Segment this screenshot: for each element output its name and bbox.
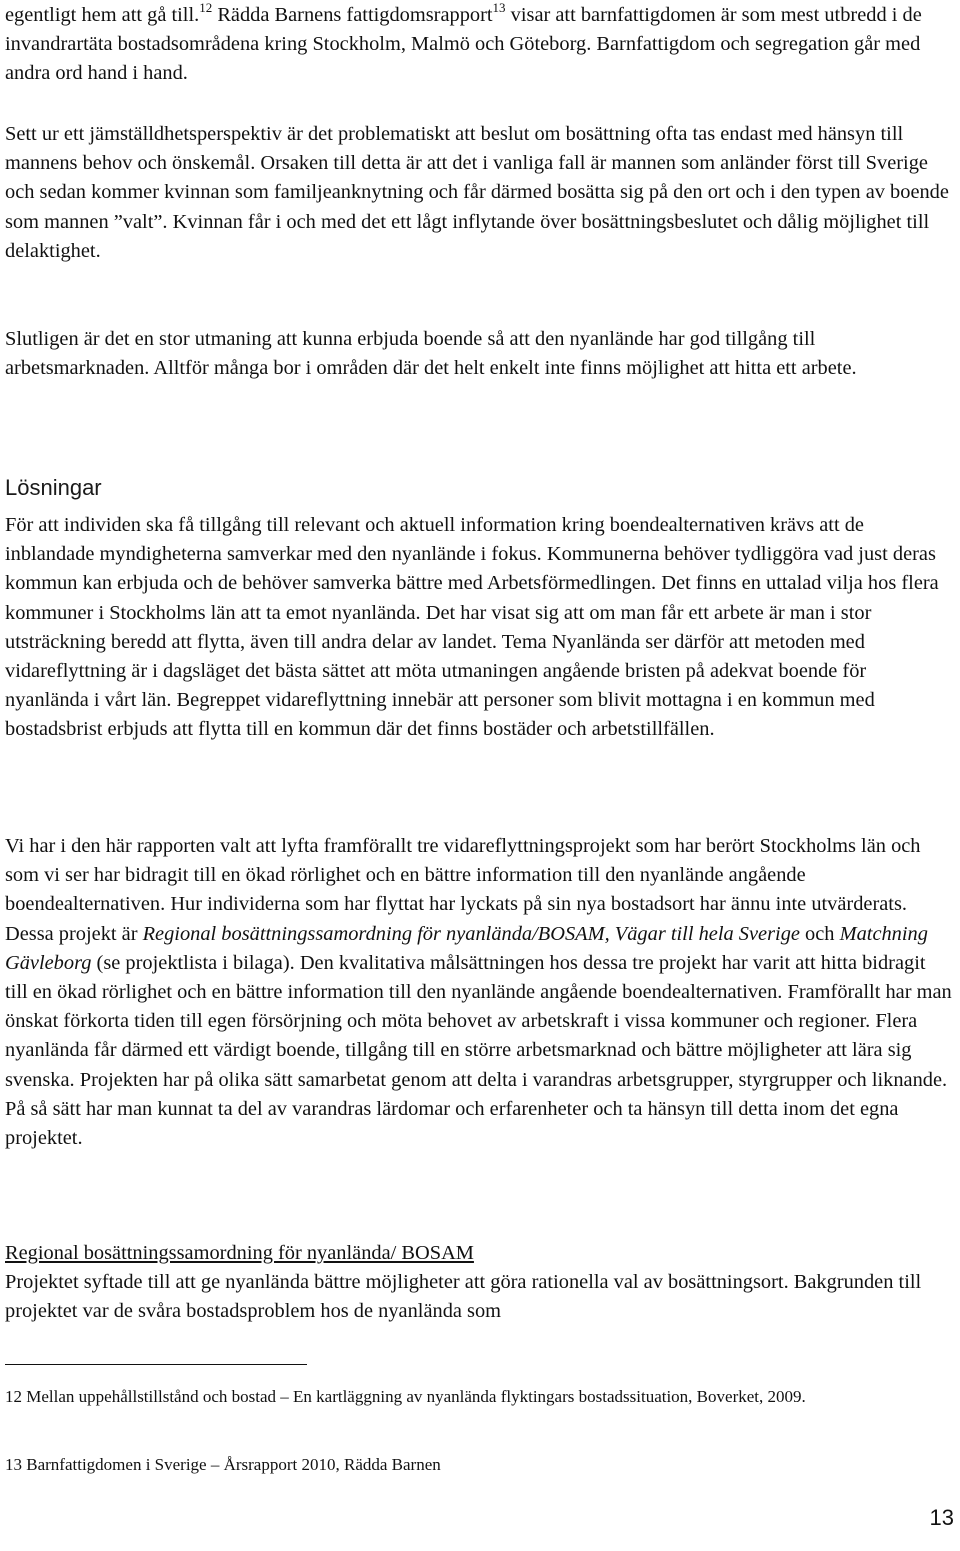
footnote-separator [5, 1364, 307, 1365]
section-heading-losningar: Lösningar [5, 475, 102, 500]
footnote-ref-12[interactable]: 12 [199, 0, 213, 15]
page-number: 13 [929, 1505, 954, 1530]
subheading-bosam: Regional bosättningssamordning för nyanlända/ BOSAM [5, 1242, 474, 1264]
footnote-ref-13[interactable]: 13 [492, 0, 506, 15]
footnote-12: 12 Mellan uppehållstillstånd och bostad – En kartläggning av nyanlända flyktingars bostadssituation, Boverket, 2009. [5, 1387, 806, 1406]
paragraph-barnfattigdom: egentligt hem att gå till.$^{12}$ Rädda Barnens fattigdomsrapport$^{13}$ visar att barnfattigdomen är som mest utbredd i de invandrartäta bostadsområdena kring Stockholm, Malmö och Göteborg. Barnfattigdom och segregation går med andra ord hand i hand. [5, 0, 922, 85]
paragraph-arbetsmarknad: Slutligen är det en stor utmaning att kunna erbjuda boende så att den nyanlände har god tillgång till arbetsmarknaden. Alltför många bor i områden där det helt enkelt inte finns möjlighet att hitta ett arbete. [5, 328, 857, 380]
paragraph-losningar: För att individen ska få tillgång till relevant och aktuell information kring boendealternativen krävs att de inblandade myndigheterna samverkar med den nyanlände i fokus. Kommunerna behöver tydliggöra vad just deras kommun kan erbjuda och de behöver samverka bättre med Arbetsförmedlingen. Det finns en uttalad vilja hos flera kommuner i Stockholms län att ta emot nyanlända. Det har visat sig att om man får ett arbete är man i stor utsträckning beredd att flytta, även till andra delar av landet. Tema Nyanlända ser därför att metoden med vidareflyttning är i dagsläget det bästa sättet att möta utmaningen angående bristen på adekvat boende för nyanlända i vårt län. Begreppet vidareflyttning innebär att personer som blivit mottagna i en kommun med bostadsbrist erbjuds att flytta till en kommun där det finns bostäder och arbetstillfällen. [5, 514, 939, 741]
paragraph-projekt: Vi har i den här rapporten valt att lyfta framförallt tre vidareflyttningsprojekt som har berört Stockholms län och som vi ser har bidragit till en ökad rörlighet och en bättre information till den nyanlände angående boendealternativen. Hur individerna som har flyttat har lyckats på sin nya bostadsort har ännu inte utvärderats. Dessa projekt är Regional bosättningssamordning för nyanlända/BOSAM, Vägar till hela Sverige och Matchning Gävleborg (se projektlista i bilaga). Den kvalitativa målsättningen hos dessa tre projekt har varit att hitta bidragit till en ökad rörlighet och en bättre information till den nyanlände angående boendealternativen. Framförallt har man önskat förkorta tiden till egen försörjning och möta behovet av arbetskraft i vissa kommuner och regioner. Flera nyanlända får därmed ett värdigt boende, tillgång till en större arbetsmarknad och bättre möjligheter att lära sig svenska. Projekten har på olika sätt samarbetat genom att delta i varandras arbetsgrupper, styrgrupper och liknande. På så sätt har man kunnat ta del av varandras lärdomar och erfarenheter och ta hänsyn till detta inom det egna projektet. [5, 835, 952, 1150]
paragraph-bosam: Regional bosättningssamordning för nyanlända/ BOSAM Projektet syftade till att ge nyanlända bättre möjligheter att göra rationella val av bosättningsort. Bakgrunden till projektet var de svåra bostadsproblem hos de nyanlända som [5, 1242, 922, 1323]
project-name-matchning: Matchning Gävleborg [5, 922, 928, 974]
footnote-13: 13 Barnfattigdomen i Sverige – Årsrapport 2010, Rädda Barnen [5, 1455, 441, 1474]
project-names-italic: Regional bosättningssamordning för nyanlända/BOSAM, Vägar till hela Sverige [142, 922, 800, 945]
paragraph-jamstalldhet: Sett ur ett jämställdhetsperspektiv är det problematiskt att beslut om bosättning ofta tas endast med hänsyn till mannens behov och önskemål. Orsaken till detta är att det i vanliga fall är mannen som anländer först till Sverige och sedan kommer kvinnan som familjeanknytning och får därmed bosätta sig på den ort och i den typen av boende som mannen ”valt”. Kvinnan får i och med det ett lågt inflytande över bosättningsbeslutet och dålig möjlighet till delaktighet. [5, 123, 949, 262]
